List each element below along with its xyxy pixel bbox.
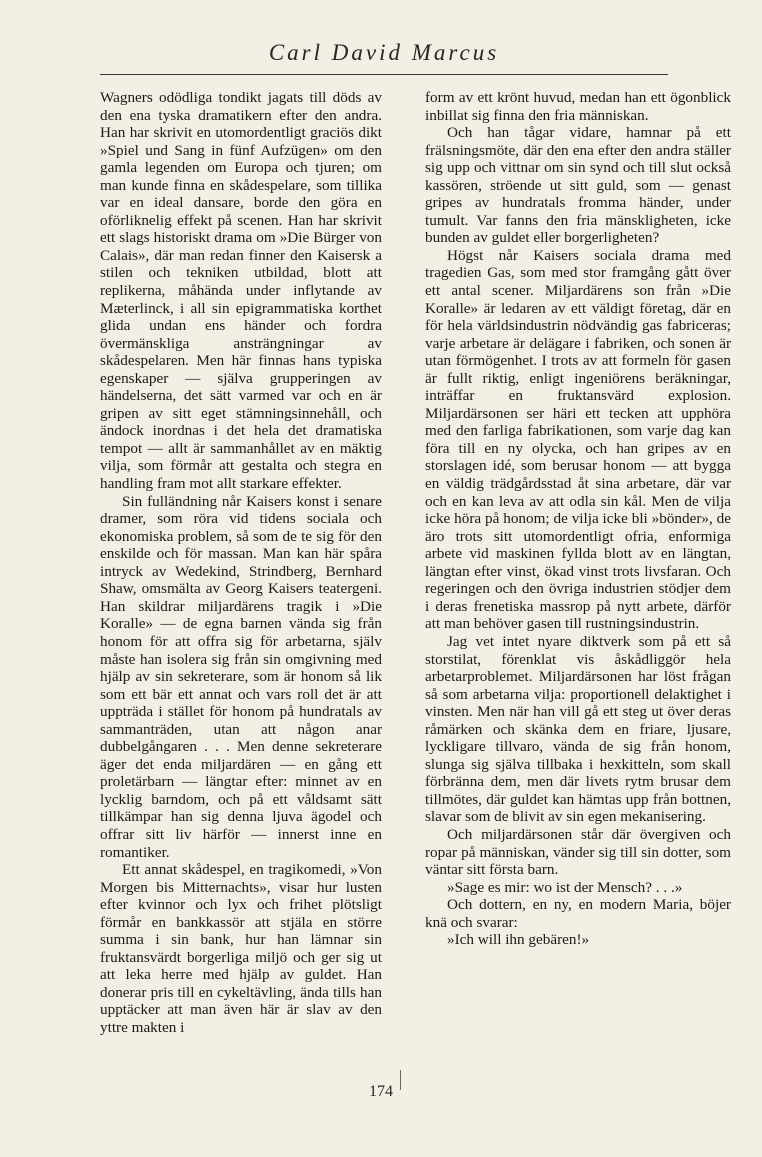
page-number: 174 — [369, 1083, 393, 1100]
right-column — [425, 89, 731, 949]
paragraph: Och han tågar vidare, hamnar på ett frälsningsmöte, där den ena efter den andra ställer sig upp och vittnar om sin synd och till slut också kassören, ströende ut sitt guld, som — genast gripes av hundratals fromma händer, under tumult. Var fanns den fria mänskligheten, icke bunden av guldet eller borgerligheten? — [425, 124, 731, 247]
quote: »Ich will ihn gebären!» — [447, 931, 590, 949]
paragraph: Och dottern, en ny, en modern Maria, böjer knä och svarar: — [425, 896, 731, 931]
running-head: Carl David Marcus — [268, 40, 500, 65]
paragraph: Sin fulländning når Kaisers konst i senare dramer, som röra vid tidens sociala och ekonomiska problem, så som de te sig för den enskilde och för massan. Man kan här spåra intryck av Wedekind, Strindberg, Bernhard Shaw, omsmälta av Georg Kaisers teatergeni. Han skildrar miljardärens tragik i »Die Koralle» — de egna barnen vända sig från honom för att offra sig för arbetarna, själv måste han isolera sig från sin omgivning med hjälp av sin sekreterare, som är honom så lik som ett bär ett annat och vars roll det är att uppträda i stället för honom på hundratals av sammanträden, utan att någon anar dubbelgångaren . . . Men denne sekreterare äger det enda miljardären — en gång ett proletärbarn — längtar efter: minnet av en lycklig barndom, och på ett våldsamt sätt tillkämpar han sig denna ljuva ägodel och offrar sitt liv härför — innerst inne en romantiker. — [100, 492, 382, 861]
paragraph: form av ett krönt huvud, medan han ett ögonblick inbillat sig finna den fria människan. — [425, 89, 731, 124]
header-rule — [100, 74, 668, 75]
paragraph: Högst når Kaisers sociala drama med tragedien Gas, som med stor framgång gått över ett antal scener. Miljardärens son från »Die Koralle» är ledaren av ett väldigt företag, där en för hela världsindustrin nödvändig gas fabriceras; varje arbetare är delägare i fabriken, och sonen är utan förmögenhet. I trots av att formeln för gasen är fullt riktig, enligt ingeniörens beräkningar, inträffar en fruktansvärd explosion. Miljardärsonen ser häri ett tecken att upphöra med den farliga fabrikationen, som varje dag kan föra till en ny olycka, och han gripes av en storslagen idé, som berusar honom — att bygga en väldig trädgårdsstad åt sina arbetare, där var och en kan leva av att odla sin kål. Men de vilja icke höra på honom; de vilja icke bli »bönder», de äro trots sitt utomordentligt ofria, enformiga arbete vid maskinen fyllda blott av en längtan, längtan efter vinst, ökad vinst trots livsfaran. Och regeringen och den övriga industrien stödjer dem i deras frenetiska massrop på nytt arbete, därför att man behöver gasen till rustningsindustrin. — [425, 246, 731, 633]
paragraph: Jag vet intet nyare diktverk som på ett så storstilat, förenklat vis åskådliggör hela arbetarproblemet. Miljardärsonen har löst frågan så som arbetarna vilja: proportionell delaktighet i vinsten. Men när han vill gå ett steg ut över deras råmärken och skänka dem en friare, ljusare, lyckligare tillvaro, vända de sig från honom, slunga sig själva tillbaka i hexkitteln, som skall förbränna dem, men där livets rytm brusar dem tillmötes, där guldet kan hämtas upp från bottnen, slavar som de blivit av sin egen mekanisering. — [425, 632, 731, 826]
paragraph: Ett annat skådespel, en tragikomedi, »Von Morgen bis Mitternachts», visar hur lusten efter kvinnor och lyx och frihet plötsligt förmår en bankkassör att stjäla en större summa i sin bank, hur han lämnar sin fruktansvärdt borgerliga miljö och ger sig ut att leka herre med hjälp av guldet. Han donerar pris till en cykeltävling, ända tills han upptäcker att man även här är slav av den yttre makten i — [100, 861, 382, 1036]
paragraph: Och miljardärsonen står där övergiven och ropar på människan, vänder sig till sin dotter, som väntar sitt första barn. — [425, 825, 731, 879]
quote: »Sage es mir: wo ist der Mensch? . . .» — [447, 878, 683, 896]
paragraph: Wagners odödliga tondikt jagats till döds av den ena tyska dramatikern efter den andra. Han har skrivit en utomordentligt graciös dikt »Spiel und Sang in fünf Aufzügen» om den gamla legenden om Europa och tjuren; om man kunde finna en skådespelare, som tillika var en ideal dansare, borde den göra en oförliknelig effekt på scenen. Han har skrivit ett slags historiskt drama om »Die Bürger von Calais», där man redan finner den Kaisersk a stilen och tekniken utbildad, blott att replikerna, måhända under inflytande av Mæterlinck, i all sin epigrammatiska korthet glida undan ens händer och fordra övermänskliga ansträngningar av skådespelaren. Men här finnas hans typiska egenskaper — själva grupperingen av händelserna, det sätt varmed var och en är gripen av sitt eget stämningsinnehåll, och ändock inordnas i det hela det dramatiska tempot — allt är sammanhållet av en mäktig vilja, som förmår att gestalta och stegra en handling fram mot allt starkare effekter. — [100, 89, 382, 493]
left-column — [100, 89, 382, 1037]
